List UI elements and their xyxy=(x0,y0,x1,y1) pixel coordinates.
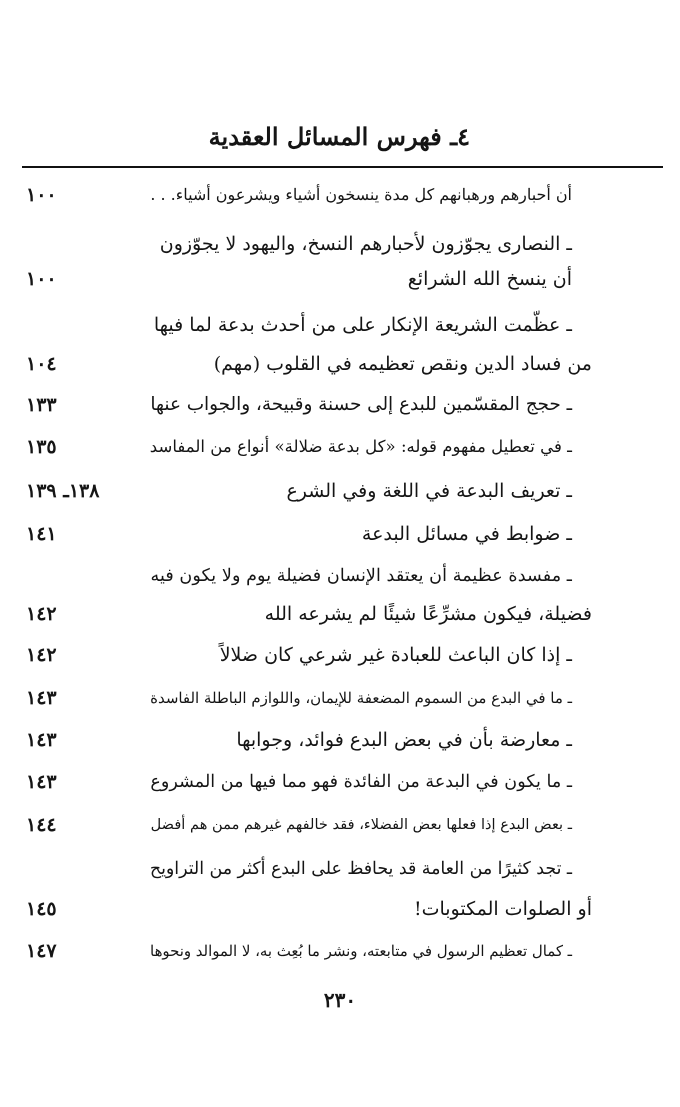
index-entry xyxy=(0,852,680,886)
index-entry xyxy=(0,808,680,842)
index-entry-text: ـ كمال تعظيم الرسول في متابعته، ونشر ما بُعِث به، لا الموالد ونحوها xyxy=(150,942,572,960)
index-entry xyxy=(0,227,680,261)
index-entry-text: ـ ما في البدع من السموم المضعفة للإيمان، واللوازم الباطلة الفاسدة xyxy=(150,689,572,707)
index-entry-page-ref: ١٤٣ xyxy=(26,771,57,793)
index-entry-text: أن أحبارهم ورهبانهم كل مدة ينسخون أشياء ويشرعون أشياء. . . xyxy=(150,185,572,204)
index-entry-text: ـ حجج المقسّمين للبدع إلى حسنة وقبيحة، والجواب عنها xyxy=(150,394,572,415)
index-entry-page-ref: ١٠٠ xyxy=(26,184,57,206)
index-entry-text: ـ تعريف البدعة في اللغة وفي الشرع xyxy=(286,480,572,502)
index-entry-page-ref: ١٠٤ xyxy=(26,353,57,375)
index-entry-text: ـ ما يكون في البدعة من الفائدة فهو مما فيها من المشروع xyxy=(150,772,572,792)
index-entry-text: ـ تجد كثيرًا من العامة قد يحافظ على البدع أكثر من التراويح xyxy=(149,859,572,879)
index-entry xyxy=(0,262,680,296)
index-entry xyxy=(0,638,680,672)
title-rule xyxy=(22,166,663,168)
index-entry-text: ـ عظّمت الشريعة الإنكار على من أحدث بدعة لما فيها xyxy=(153,314,572,336)
index-entry-page-ref: ١٣٥ xyxy=(26,436,57,458)
index-entry-page-ref: ١٤١ xyxy=(26,523,57,545)
index-entry xyxy=(0,765,680,799)
index-entry-text: ـ النصارى يجوّزون لأحبارهم النسخ، واليهود لا يجوّزون xyxy=(159,233,572,255)
index-entry-page-ref: ١٠٠ xyxy=(26,268,57,290)
index-entry xyxy=(0,474,680,508)
index-entry-text: أن ينسخ الله الشرائع xyxy=(407,268,572,290)
index-entry xyxy=(0,430,680,464)
index-entry-page-ref: ١٤٣ xyxy=(26,687,57,709)
index-entry-page-ref: ١٤٢ xyxy=(26,644,57,666)
index-entry-text: ـ إذا كان الباعث للعبادة غير شرعي كان ضلالاً xyxy=(219,644,572,666)
index-entry-page-ref: ١٣٨ـ ١٣٩ xyxy=(26,480,100,502)
index-entry-page-ref: ١٤٢ xyxy=(26,603,57,625)
index-entry-text: ـ في تعطيل مفهوم قوله: «كل بدعة ضلالة» أنواع من المفاسد xyxy=(149,437,572,456)
index-entry-page-ref: ١٣٣ xyxy=(26,394,57,416)
index-entry xyxy=(0,388,680,422)
index-entry xyxy=(0,597,680,631)
index-entry xyxy=(0,934,680,968)
index-entry xyxy=(0,308,680,342)
index-entry-text: ـ مفسدة عظيمة أن يعتقد الإنسان فضيلة يوم ولا يكون فيه xyxy=(150,566,572,586)
index-entry-text: فضيلة، فيكون مشرِّعًا شيئًا لم يشرعه الله xyxy=(264,603,592,625)
index-entry-text: من فساد الدين ونقص تعظيمه في القلوب (مهم) xyxy=(213,353,592,375)
index-entry-text: أو الصلوات المكتوبات! xyxy=(413,898,592,920)
page-title: ٤ـ فهرس المسائل العقدية xyxy=(208,122,470,151)
index-entry-text: ـ بعض البدع إذا فعلها بعض الفضلاء، فقد خالفهم غيرهم ممن هم أفضل xyxy=(150,816,572,833)
index-entry-page-ref: ١٤٣ xyxy=(26,729,57,751)
index-entry xyxy=(0,681,680,715)
index-entry-page-ref: ١٤٧ xyxy=(26,940,57,962)
index-entry xyxy=(0,347,680,381)
index-entry xyxy=(0,892,680,926)
index-entry-text: ـ ضوابط في مسائل البدعة xyxy=(361,523,572,545)
index-entry xyxy=(0,559,680,593)
index-entry xyxy=(0,517,680,551)
index-entry xyxy=(0,723,680,757)
index-entry-page-ref: ١٤٥ xyxy=(26,898,57,920)
index-entry xyxy=(0,178,680,212)
index-entry-text: ـ معارضة بأن في بعض البدع فوائد، وجوابها xyxy=(236,729,572,751)
page-number: ٢٣٠ xyxy=(323,988,357,1012)
index-entry-page-ref: ١٤٤ xyxy=(26,814,57,836)
